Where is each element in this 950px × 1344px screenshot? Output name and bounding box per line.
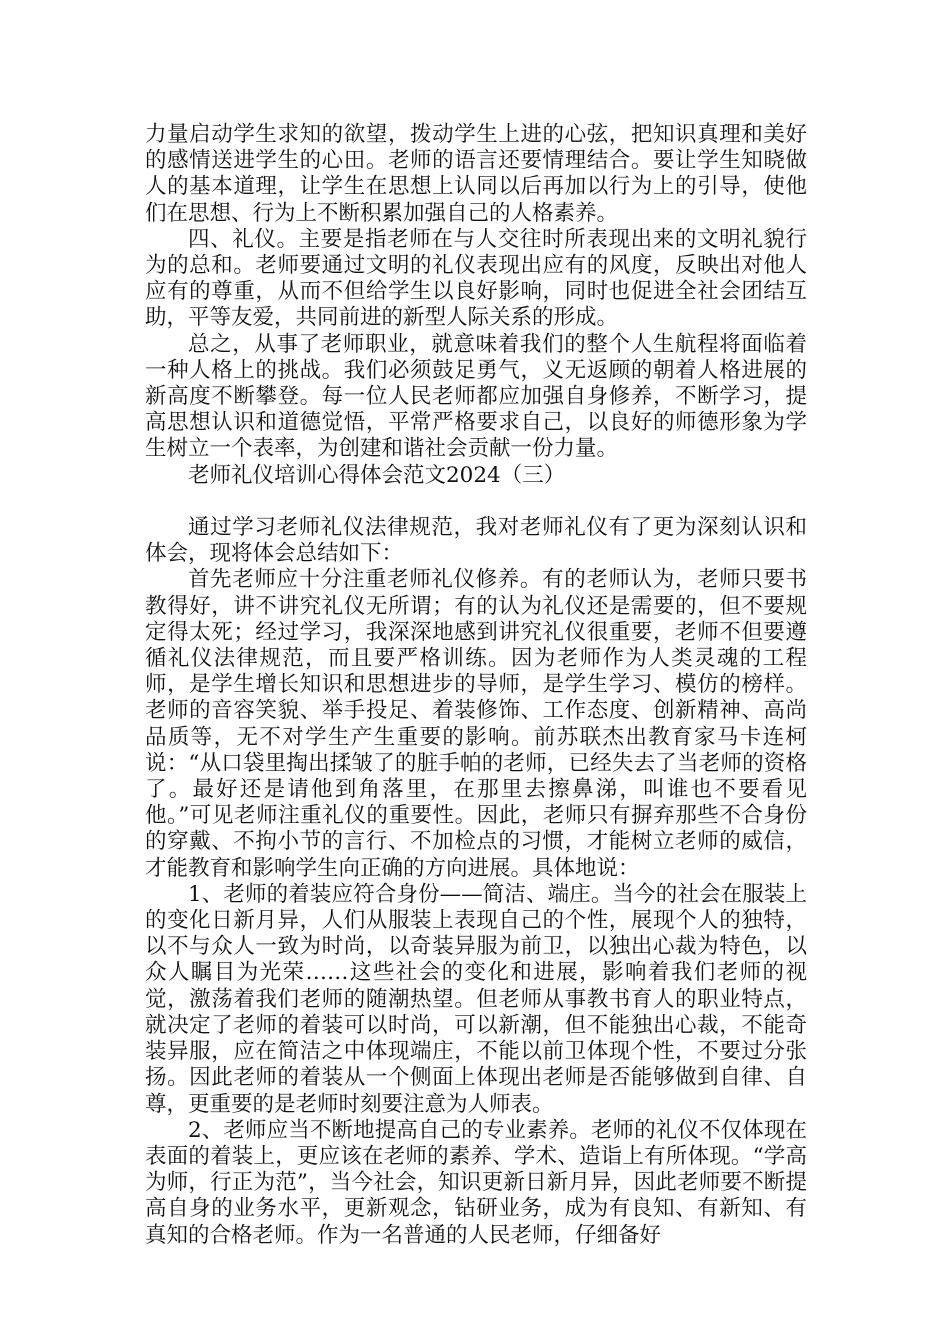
paragraph-intro: 通过学习老师礼仪法律规范，我对老师礼仪有了更为深刻认识和体会，现将体会总结如下： xyxy=(145,515,807,567)
paragraph-etiquette: 四、礼仪。主要是指老师在与人交往时所表现出来的文明礼貌行为的总和。老师要通过文明的礼仪表现出应有的风度，反映出对他人应有的尊重，从而不但给学生以良好影响，同时也促进全社会团结互助，平等友爱，共同前进的新型人际关系的形成。 xyxy=(145,226,807,331)
paragraph-first: 首先老师应十分注重老师礼仪修养。有的老师认为，老师只要书教得好，讲不讲究礼仪无所谓；有的认为礼仪还是需要的，但不要规定得太死；经过学习，我深深地感到讲究礼仪很重要，老师不但要遵循礼仪法律规范，而且要严格训练。因为老师作为人类灵魂的工程师，是学生增长知识和思想进步的导师，是学生学习、模仿的榜样。老师的音容笑貌、举手投足、着装修饰、工作态度、创新精神、高尚品质等，无不对学生产生重要的影响。前苏联杰出教育家马卡连柯说：“从口袋里掏出揉皱了的脏手帕的老师，已经失去了当老师的资格了。最好还是请他到角落里，在那里去擦鼻涕，叫谁也不要看见他。”可见老师注重礼仪的重要性。因此，老师只有摒弃那些不合身份的穿戴、不拘小节的言行、不加检点的习惯，才能树立老师的威信，才能教育和影响学生向正确的方向进展。具体地说： xyxy=(145,567,807,881)
section-heading: 老师礼仪培训心得体会范文2024（三） xyxy=(188,462,566,488)
paragraph-conclusion: 总之，从事了老师职业，就意味着我们的整个人生航程将面临着一种人格上的挑战。我们必须鼓足勇气，义无返顾的朝着人格进展的新高度不断攀登。每一位人民老师都应加强自身修养，不断学习，提高思想认识和道德觉悟，平常严格要求自己，以良好的师德形象为学生树立一个表率，为创建和谐社会贡献一份力量。 xyxy=(145,331,807,462)
document-page xyxy=(145,122,807,1249)
blank-line xyxy=(145,489,807,515)
paragraph-continuation: 力量启动学生求知的欲望，拨动学生上进的心弦，把知识真理和美好的感情送进学生的心田。老师的语言还要情理结合。要让学生知晓做人的基本道理，让学生在思想上认同以后再加以行为上的引导，使他们在思想、行为上不断积累加强自己的人格素养。 xyxy=(145,122,807,226)
paragraph-item-1: 1、老师的着装应符合身份——简洁、端庄。当今的社会在服装上的变化日新月异，人们从服装上表现自己的个性，展现个人的独特，以不与众人一致为时尚，以奇装异服为前卫，以独出心裁为特色，以众人瞩目为光荣……这些社会的变化和进展，影响着我们老师的视觉，激荡着我们老师的随潮热望。但老师从事教书育人的职业特点，就决定了老师的着装可以时尚，可以新潮，但不能独出心裁，不能奇装异服，应在简洁之中体现端庄，不能以前卫体现个性，不要过分张扬。因此老师的着装从一个侧面上体现出老师是否能够做到自律、自尊，更重要的是老师时刻要注意为人师表。 xyxy=(145,881,807,1117)
paragraph-item-2: 2、老师应当不断地提高自己的专业素养。老师的礼仪不仅体现在表面的着装上，更应该在老师的素养、学术、造诣上有所体现。“学高为师，行正为范”，当今社会，知识更新日新月异，因此老师要不断提高自身的业务水平，更新观念，钻研业务，成为有良知、有新知、有真知的合格老师。作为一名普通的人民老师，仔细备好 xyxy=(145,1117,807,1248)
